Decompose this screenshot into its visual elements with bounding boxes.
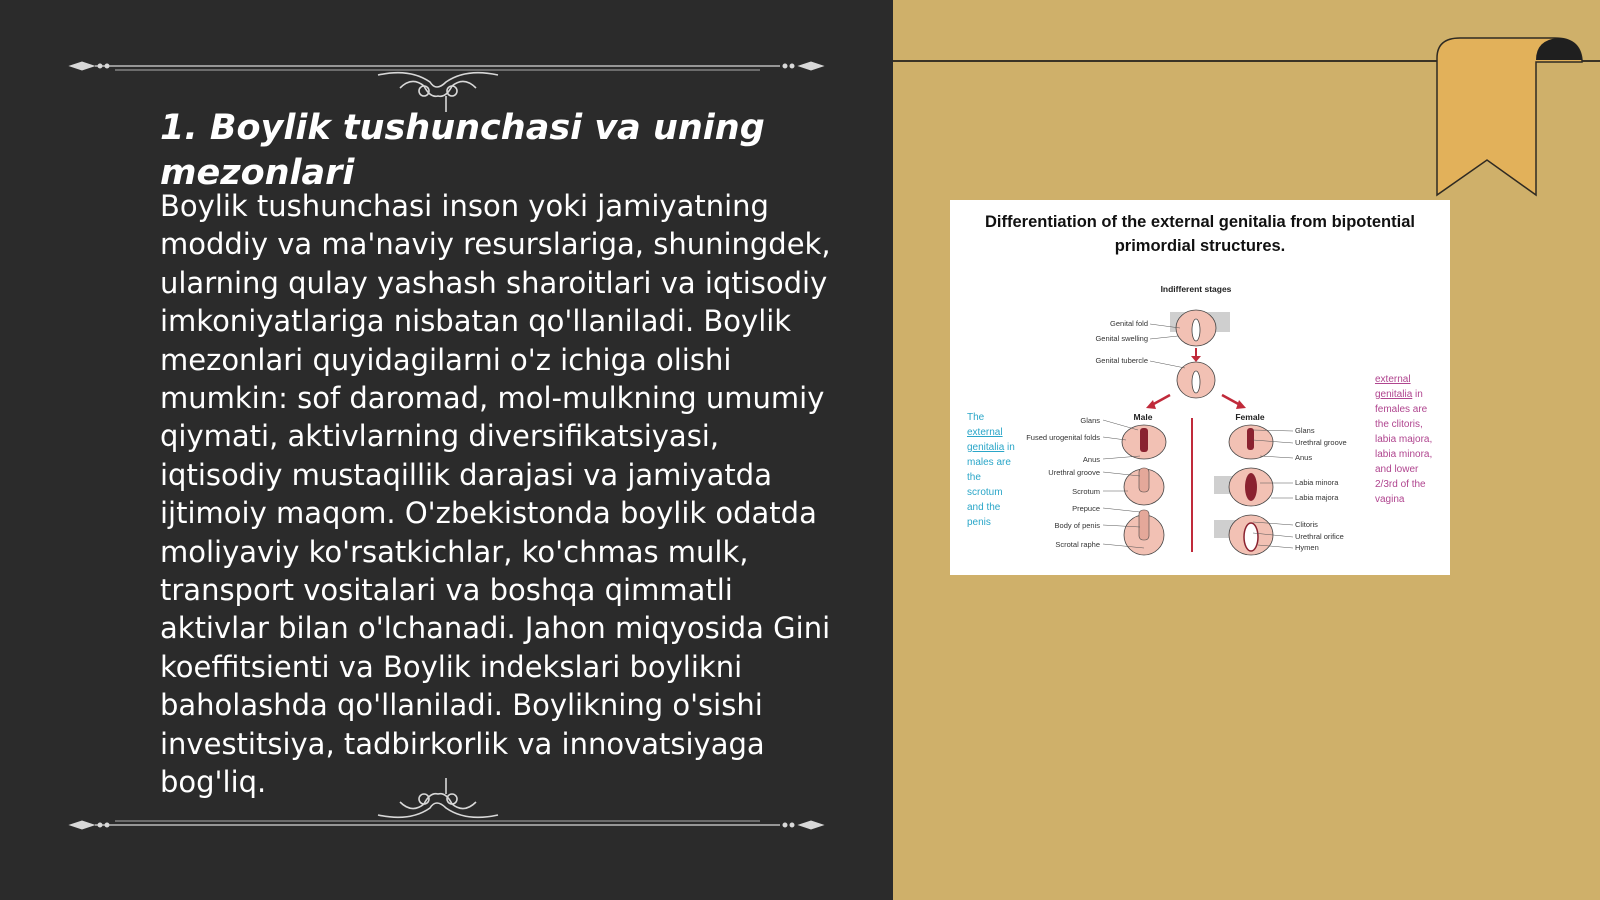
label-female-labia-majora: Labia majora [1295, 493, 1339, 502]
label-male-scrotum: Scrotum [1072, 487, 1100, 496]
link-external-genitalia-male[interactable]: external genitalia [967, 427, 1005, 453]
label-genital-tubercle: Genital tubercle [1095, 356, 1148, 365]
male-shape [1139, 468, 1149, 492]
label-male-urethral-groove: Urethral groove [1048, 468, 1100, 477]
note-female-external-genitalia: external genitalia in females are the clitoris, labia majora, labia minora, and lower 2/3rd of the vagina [1375, 374, 1433, 505]
label-female-labia-minora: Labia minora [1295, 478, 1339, 487]
slide-body-text: Boylik tushunchasi inson yoki jamiyatning moddiy va ma'naviy resurslariga, shuningdek, ularning qulay yashash sharoitlari va iqtisodiy imkoniyatlariga nisbatan qo'llaniladi. Boylik mezonlari quyidagilarni o'z ichiga olishi mumkin: sof daromad, mol-mulkning umumiy qiymati, aktivlarning diversifikatsiyasi, iqtisodiy mustaqillik darajasi va jamiyatda ijtimoiy maqom. O'zbekistonda boylik odatda moliyaviy ko'rsatkichlar, ko'chmas mulk, transport vositalari va boshqa qimmatli aktivlar bilan o'lchanadi. Jahon miqyosida Gini koeffitsienti va Boylik indekslari boylikni baholashda qo'llaniladi. Boylikning o'sishi investitsiya, tadbirkorlik va innovatsiyaga bog'liq. [160, 189, 831, 800]
stage-shape [1192, 371, 1200, 393]
arrow-left [1146, 400, 1156, 409]
label-genital-fold: Genital fold [1110, 319, 1148, 328]
male-shape [1140, 428, 1148, 452]
arrow [1191, 356, 1201, 362]
label-male-scrotal-raphe: Scrotal raphe [1055, 540, 1100, 549]
stage-shape [1192, 319, 1200, 341]
female-shape [1247, 428, 1254, 450]
label-female-anus: Anus [1295, 453, 1313, 462]
link-external-genitalia-female[interactable]: external genitalia [1375, 374, 1413, 400]
label-female-urethral-orifice: Urethral orifice [1295, 532, 1344, 541]
header-indifferent: Indifferent stages [1160, 284, 1232, 294]
header-male: Male [1133, 412, 1153, 422]
label-male-glans: Glans [1080, 416, 1100, 425]
header-female: Female [1235, 412, 1265, 422]
label-female-hymen: Hymen [1295, 543, 1319, 552]
label-female-glans: Glans [1295, 426, 1315, 435]
figure-title: Differentiation of the external genitalia from bipotential primordial structures. [985, 213, 1415, 255]
note-male-external-genitalia: The external genitalia in males are the scrotum and the penis [967, 412, 1015, 528]
label-female-urethral-groove: Urethral groove [1295, 438, 1347, 447]
arrow-right [1236, 400, 1246, 409]
label-female-clitoris: Clitoris [1295, 520, 1318, 529]
label-male-body-of-penis: Body of penis [1054, 521, 1100, 530]
female-shape [1245, 473, 1257, 501]
label-genital-swelling: Genital swelling [1095, 334, 1148, 343]
slide-title: 1. Boylik tushunchasi va uning mezonlari [160, 108, 765, 193]
label-male-anus: Anus [1082, 455, 1100, 464]
label-male-fused-folds: Fused urogenital folds [1026, 433, 1100, 442]
figure-image [950, 200, 1450, 575]
male-shape [1139, 510, 1149, 540]
label-male-prepuce: Prepuce [1072, 504, 1100, 513]
female-shape [1244, 523, 1258, 551]
